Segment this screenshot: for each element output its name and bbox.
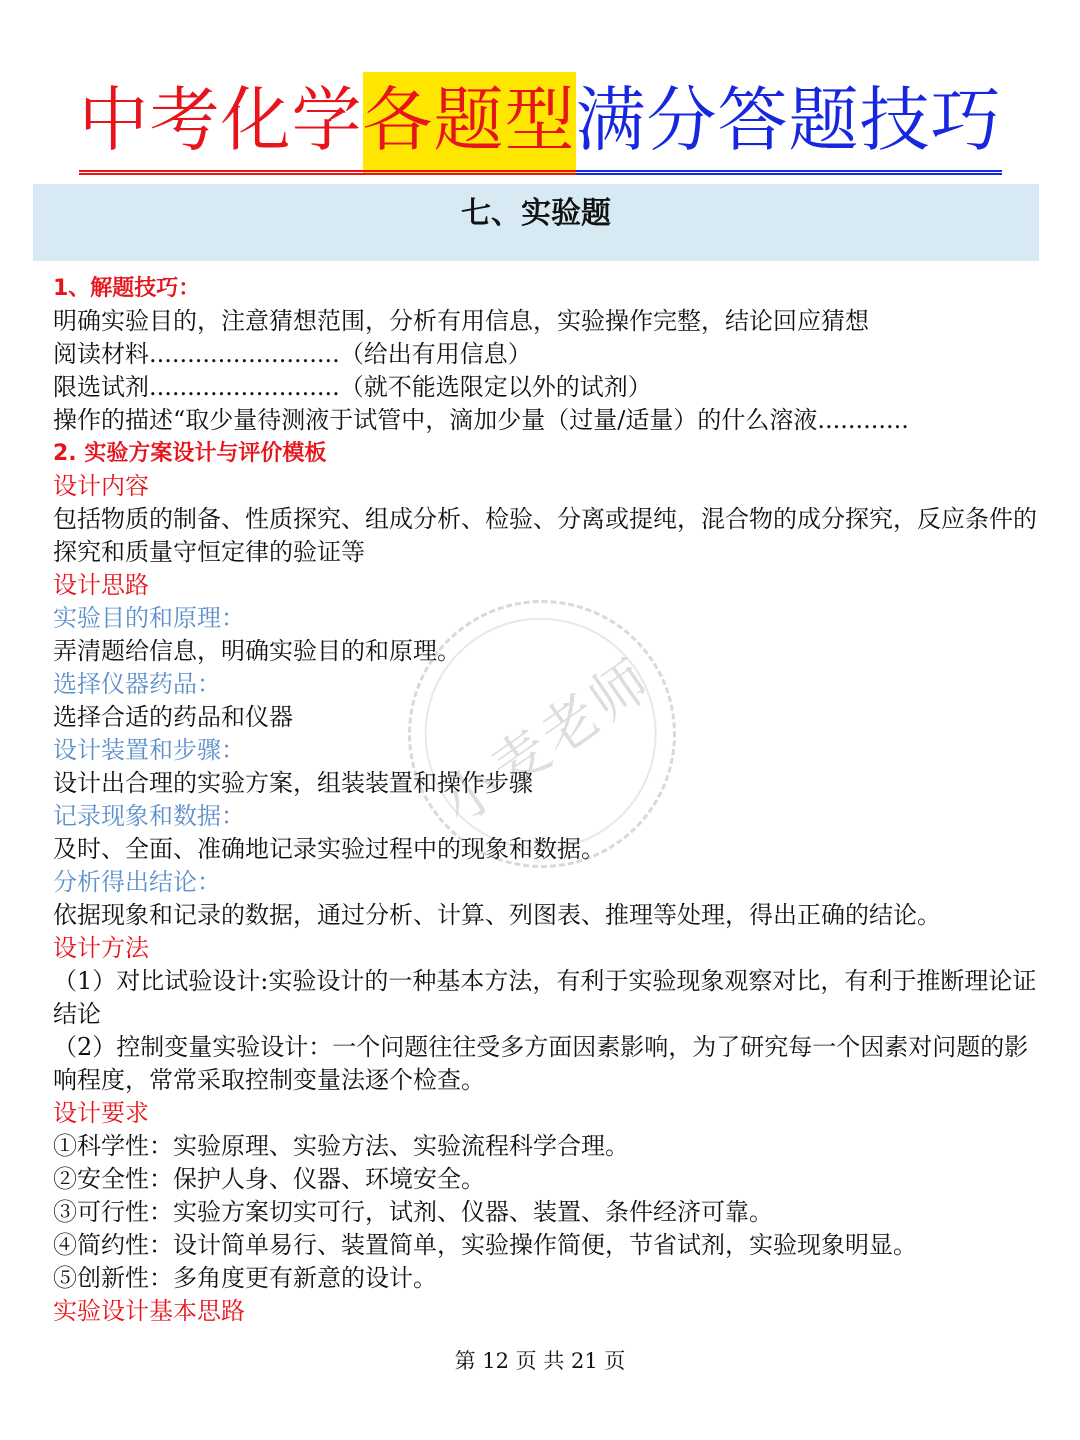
watermark-text: 小麦老师 (430, 646, 665, 838)
design-content-text: 包括物质的制备、性质探究、组成分析、检验、分离或提纯，混合物的成分探究，反应条件的探究和质量守恒定律的验证等 (53, 505, 1037, 566)
tips-line: 明确实验目的，注意猜想范围，分析有用信息，实验操作完整，结论回应猜想 (53, 307, 869, 335)
method-item: （2）控制变量实验设计：一个问题往往受多方面因素影响，为了研究每一个因素对问题的影响程度，常常采取控制变量法逐个检查。 (53, 1033, 1029, 1094)
heading-design-content: 设计内容 (53, 472, 149, 500)
thinking-text: 弄清题给信息，明确实验目的和原理。 (53, 637, 461, 665)
thinking-text: 依据现象和记录的数据，通过分析、计算、列图表、推理等处理，得出正确的结论。 (53, 901, 941, 929)
thinking-label: 实验目的和原理： (53, 604, 245, 632)
requirement-item: ①科学性：实验原理、实验方法、实验流程科学合理。 (53, 1132, 629, 1160)
heading-design-requirements: 设计要求 (53, 1099, 149, 1127)
heading-design-method: 设计方法 (53, 934, 149, 962)
requirement-item: ⑤创新性：多角度更有新意的设计。 (53, 1264, 437, 1292)
tips-line: 操作的描述“取少量待测液于试管中，滴加少量（过量/适量）的什么溶液............ (53, 406, 909, 434)
thinking-label: 记录现象和数据： (53, 802, 245, 830)
tips-line: 限选试剂.........................（就不能选限定以外的试剂） (53, 373, 652, 401)
section-header: 七、实验题 (33, 184, 1039, 261)
thinking-label: 选择仪器药品： (53, 670, 221, 698)
requirement-item: ④简约性：设计简单易行、装置简单，实验操作简便，节省试剂，实验现象明显。 (53, 1231, 917, 1259)
page-content (53, 272, 1043, 1328)
thinking-text: 选择合适的药品和仪器 (53, 703, 293, 731)
thinking-text: 及时、全面、准确地记录实验过程中的现象和数据。 (53, 835, 605, 863)
title-part-3: 满分答题技巧 (576, 72, 1002, 175)
heading-design-template: 2. 实验方案设计与评价模板 (53, 441, 327, 466)
title-part-1: 中考化学 (79, 72, 363, 175)
requirement-item: ②安全性：保护人身、仪器、环境安全。 (53, 1165, 485, 1193)
document-title (0, 72, 1080, 175)
requirement-item: ③可行性：实验方案切实可行，试剂、仪器、装置、条件经济可靠。 (53, 1198, 773, 1226)
page-number: 第 12 页 共 21 页 (454, 1349, 626, 1373)
thinking-label: 设计装置和步骤： (53, 736, 245, 764)
thinking-text: 设计出合理的实验方案，组装装置和操作步骤 (53, 769, 533, 797)
heading-design-thinking: 设计思路 (53, 571, 149, 599)
tips-line: 阅读材料.........................（给出有用信息） (53, 340, 532, 368)
heading-solving-tips: 1、解题技巧： (53, 276, 201, 301)
thinking-label: 分析得出结论： (53, 868, 221, 896)
heading-basic-idea: 实验设计基本思路 (53, 1297, 245, 1325)
method-item: （1）对比试验设计:实验设计的一种基本方法，有利于实验现象观察对比，有利于推断理论证结论 (53, 967, 1037, 1028)
title-part-2: 各题型 (363, 72, 576, 175)
